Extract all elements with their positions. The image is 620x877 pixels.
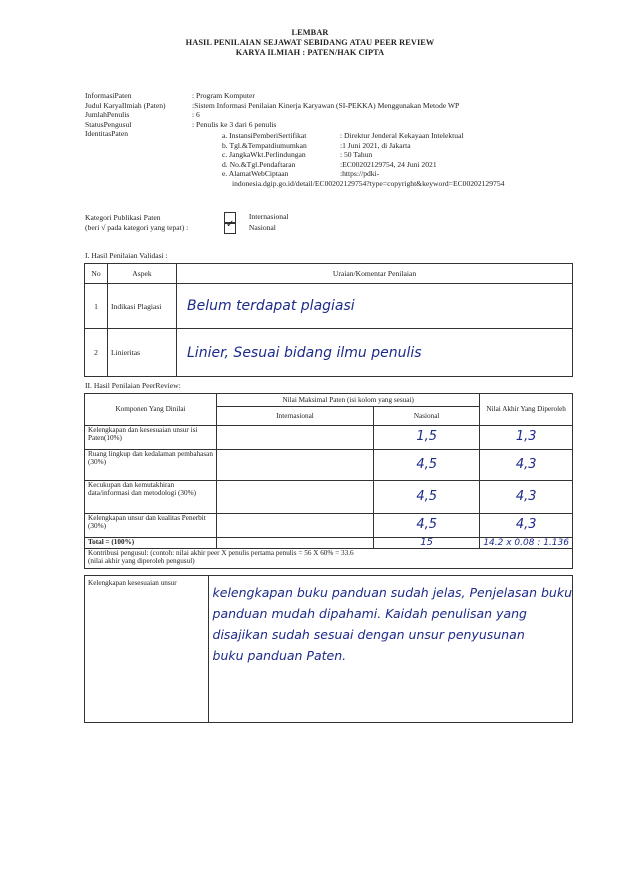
checkbox-nasional[interactable] bbox=[224, 219, 236, 234]
identity-label: b. Tgl.&Tempatdiumumkan bbox=[222, 140, 307, 150]
info-labels bbox=[85, 91, 166, 139]
option-internasional-label: Internasional bbox=[248, 212, 289, 222]
kontribusi-note: (nilai akhir yang diperoleh pengusul) bbox=[88, 557, 195, 566]
identity-label: d. No.&Tgl.Pendaftaran bbox=[222, 159, 296, 169]
validasi-table bbox=[84, 263, 573, 377]
col-nilai-maksimal: Nilai Maksimal Paten (isi kolom yang sesuai) bbox=[217, 394, 480, 407]
row-no: 2 bbox=[85, 329, 108, 377]
kontribusi-row bbox=[85, 549, 573, 569]
table-row bbox=[85, 426, 573, 450]
nasional-cell: 4,5 bbox=[374, 481, 480, 514]
table-row bbox=[85, 514, 573, 538]
nasional-cell: 1,5 bbox=[374, 426, 480, 450]
identity-label: e. AlamatWebCiptaan bbox=[222, 169, 289, 179]
internasional-cell bbox=[217, 426, 374, 450]
review-line: buku panduan Paten. bbox=[212, 648, 347, 663]
kategori-options bbox=[224, 212, 289, 234]
info-value: : Program Komputer bbox=[192, 91, 255, 100]
akhir-cell: 4,3 bbox=[480, 514, 573, 538]
document-subtitle: KARYA ILMIAH : PATEN/HAK CIPTA bbox=[235, 48, 385, 57]
info-label: JumlahPenulis bbox=[85, 110, 130, 120]
identity-value: :https://pdki- bbox=[340, 169, 380, 179]
info-values bbox=[192, 91, 459, 129]
handwritten-review bbox=[213, 582, 572, 666]
info-value: : 6 bbox=[192, 110, 200, 120]
komponen-cell: Kecukupan dan kemutakhiran data/informasi dan metodologi (30%) bbox=[85, 481, 217, 514]
table-row bbox=[85, 284, 573, 329]
identity-labels bbox=[222, 131, 307, 179]
row-aspek: Linieritas bbox=[108, 329, 177, 377]
identity-label: a. InstansiPemberiSertifikat bbox=[222, 131, 307, 140]
col-no: No bbox=[85, 264, 108, 284]
peer-review-table bbox=[84, 393, 573, 569]
col-aspek: Aspek bbox=[108, 264, 177, 284]
review-line: panduan mudah dipahami. Kaidah penulisan yang bbox=[212, 606, 527, 621]
web-url-continued: indonesia.dgip.go.id/detail/EC00202129754?type=copyright&keyword=EC00202129754 bbox=[232, 179, 505, 188]
identity-value: : Direktur Jenderal Kekayaan Intelektual bbox=[340, 131, 464, 140]
nasional-cell: 4,5 bbox=[374, 514, 480, 538]
table-row bbox=[85, 450, 573, 481]
info-label: IdentitasPaten bbox=[85, 129, 129, 139]
header-line1: LEMBAR bbox=[291, 28, 329, 37]
info-label: StatusPengusul bbox=[85, 119, 132, 129]
col-komentar: Uraian/Komentar Penilaian bbox=[177, 264, 573, 284]
total-label: Total = (100%) bbox=[85, 538, 217, 549]
col-komponen: Komponen Yang Dinilai bbox=[85, 394, 217, 426]
table-row bbox=[85, 481, 573, 514]
komentar-label: Kelengkapan kesesuaian unsur bbox=[85, 576, 209, 723]
handwritten-comment: Belum terdapat plagiasi bbox=[177, 284, 573, 329]
section2-title: II. Hasil Penilaian PeerReview: bbox=[85, 381, 181, 390]
section1-title: I. Hasil Penilaian Validasi : bbox=[85, 251, 168, 260]
identity-label: c. JangkaWkt.Perlindungan bbox=[222, 150, 306, 160]
info-value: : Penulis ke 3 dari 6 penulis bbox=[192, 119, 277, 129]
total-nasional: 15 bbox=[374, 538, 480, 549]
option-nasional bbox=[224, 219, 289, 234]
identity-value: :1 Juni 2021, di Jakarta bbox=[340, 140, 411, 150]
total-akhir: 14.2 x 0.08 : 1.136 bbox=[480, 538, 573, 549]
komponen-cell: Ruang lingkup dan kedalaman pembahasan (30%) bbox=[85, 450, 217, 481]
kontribusi-text: Kontribusi pengusul: (contoh: nilai akhir peer X penulis pertama penulis = 56 X 60% = 33.6 bbox=[88, 549, 354, 557]
komponen-cell: Kelengkapan unsur dan kualitas Penerbit (30%) bbox=[85, 514, 217, 538]
identity-values bbox=[340, 131, 464, 179]
komponen-cell: Kelengkapan dan kesesuaian unsur isi Paten(10%) bbox=[85, 426, 217, 450]
info-label: Judul KaryaIlmiah (Paten) bbox=[85, 100, 166, 110]
identity-value: : 50 Tahun bbox=[340, 150, 373, 160]
komentar-cell bbox=[208, 576, 572, 723]
handwritten-comment: Linier, Sesuai bidang ilmu penulis bbox=[177, 329, 573, 377]
internasional-cell bbox=[217, 481, 374, 514]
col-nilai-akhir: Nilai Akhir Yang Diperoleh bbox=[480, 394, 573, 426]
document-title: HASIL PENILAIAN SEJAWAT SEBIDANG ATAU PEER REVIEW bbox=[185, 38, 435, 47]
internasional-cell bbox=[217, 514, 374, 538]
nasional-cell: 4,5 bbox=[374, 450, 480, 481]
col-internasional: Internasional bbox=[217, 407, 374, 426]
akhir-cell: 1,3 bbox=[480, 426, 573, 450]
review-line: disajikan sudah sesuai dengan unsur penyusunan bbox=[212, 627, 525, 642]
internasional-cell bbox=[217, 450, 374, 481]
option-nasional-label: Nasional bbox=[248, 223, 276, 233]
kategori-label-line2: (beri √ pada kategori yang tepat) : bbox=[85, 222, 189, 232]
info-value: :Sistem Informasi Penilaian Kinerja Karyawan (SI-PEKKA) Menggunakan Metode WP bbox=[192, 100, 460, 110]
kontribusi-cell bbox=[85, 549, 573, 569]
akhir-cell: 4,3 bbox=[480, 450, 573, 481]
kategori-label bbox=[85, 213, 188, 232]
kategori-label-line1: Kategori Publikasi Paten bbox=[85, 213, 161, 222]
komentar-table bbox=[84, 575, 573, 723]
review-line: kelengkapan buku panduan sudah jelas, Penjelasan buku bbox=[212, 585, 572, 600]
identity-value: :EC00202129754, 24 Juni 2021 bbox=[340, 159, 437, 169]
row-no: 1 bbox=[85, 284, 108, 329]
row-aspek: Indikasi Plagiasi bbox=[108, 284, 177, 329]
col-nasional: Nasional bbox=[374, 407, 480, 426]
total-row bbox=[85, 538, 573, 549]
checkmark-icon: ✓ bbox=[226, 219, 235, 230]
akhir-cell: 4,3 bbox=[480, 481, 573, 514]
table-row bbox=[85, 329, 573, 377]
total-internasional bbox=[217, 538, 374, 549]
info-label: InformasiPaten bbox=[85, 91, 132, 100]
